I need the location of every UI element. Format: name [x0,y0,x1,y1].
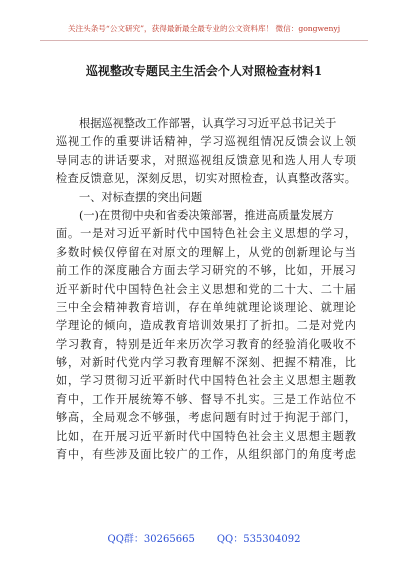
header-divider [40,40,368,41]
body-line: 面。一是对习近平新时代中国特色社会主义思想的学习， [56,227,356,241]
body-line: 近平新时代中国特色社会主义思想和党的二十大、二十届 [56,282,356,296]
body-line: 够，对新时代党内学习教育理解不深刻、把握不精准，比 [56,356,356,370]
qq-group-number: QQ群：30265665 [107,534,195,545]
body-line: 育中，有些涉及面比较广的工作，从组织部门的角度考虑 [56,448,356,462]
document-body [56,115,356,464]
body-line: 学理论的倾向，造成教育培训效果打了折扣。二是对党内 [56,319,356,333]
body-line: 根据巡视整改工作部署，认真学习习近平总书记关于 [79,117,337,130]
body-line: 检查反馈意见，深刻反思，切实对照检查，认真整改落实。 [56,172,356,186]
qq-number: QQ：535304092 [216,534,301,545]
body-line: 三中全会精神教育培训，存在单纯就理论谈理论、就理论 [56,300,356,314]
body-line: 够高，全局观念不够强，考虑问题有时过于拘泥于部门， [56,411,356,425]
body-line: 育中，工作开展统筹不够、督导不扎实。三是工作站位不 [56,392,356,406]
body-line: 前工作的深度融合方面去学习研究的不够，比如，开展习 [56,264,356,278]
body-line: 比如，在开展习近平新时代中国特色社会主义思想主题教 [56,429,356,443]
contact-footer [40,534,368,546]
body-line: 学习教育，特别是近年来历次学习教育的经验消化吸收不 [56,337,356,351]
promo-banner: 关注头条号“公文研究”，获得最新最全最专业的公文资料库！ 微信：gongwenyj [67,24,341,33]
document-title: 巡视整改专题民主生活会个人对照检查材料1 [85,64,323,78]
body-line: 导同志的讲话要求，对照巡视组反馈意见和选人用人专项 [56,153,356,167]
section-heading: 一、对标查摆的突出问题 [79,190,203,204]
body-line: 如，学习贯彻习近平新时代中国特色社会主义思想主题教 [56,374,356,388]
body-line: (一)在贯彻中央和省委决策部署，推进高质量发展方 [79,208,334,222]
body-line: 巡视工作的重要讲话精神，学习巡视组情况反馈会议上领 [56,135,356,149]
body-line: 多数时候仅停留在对原文的理解上，从党的创新理论与当 [56,245,356,259]
